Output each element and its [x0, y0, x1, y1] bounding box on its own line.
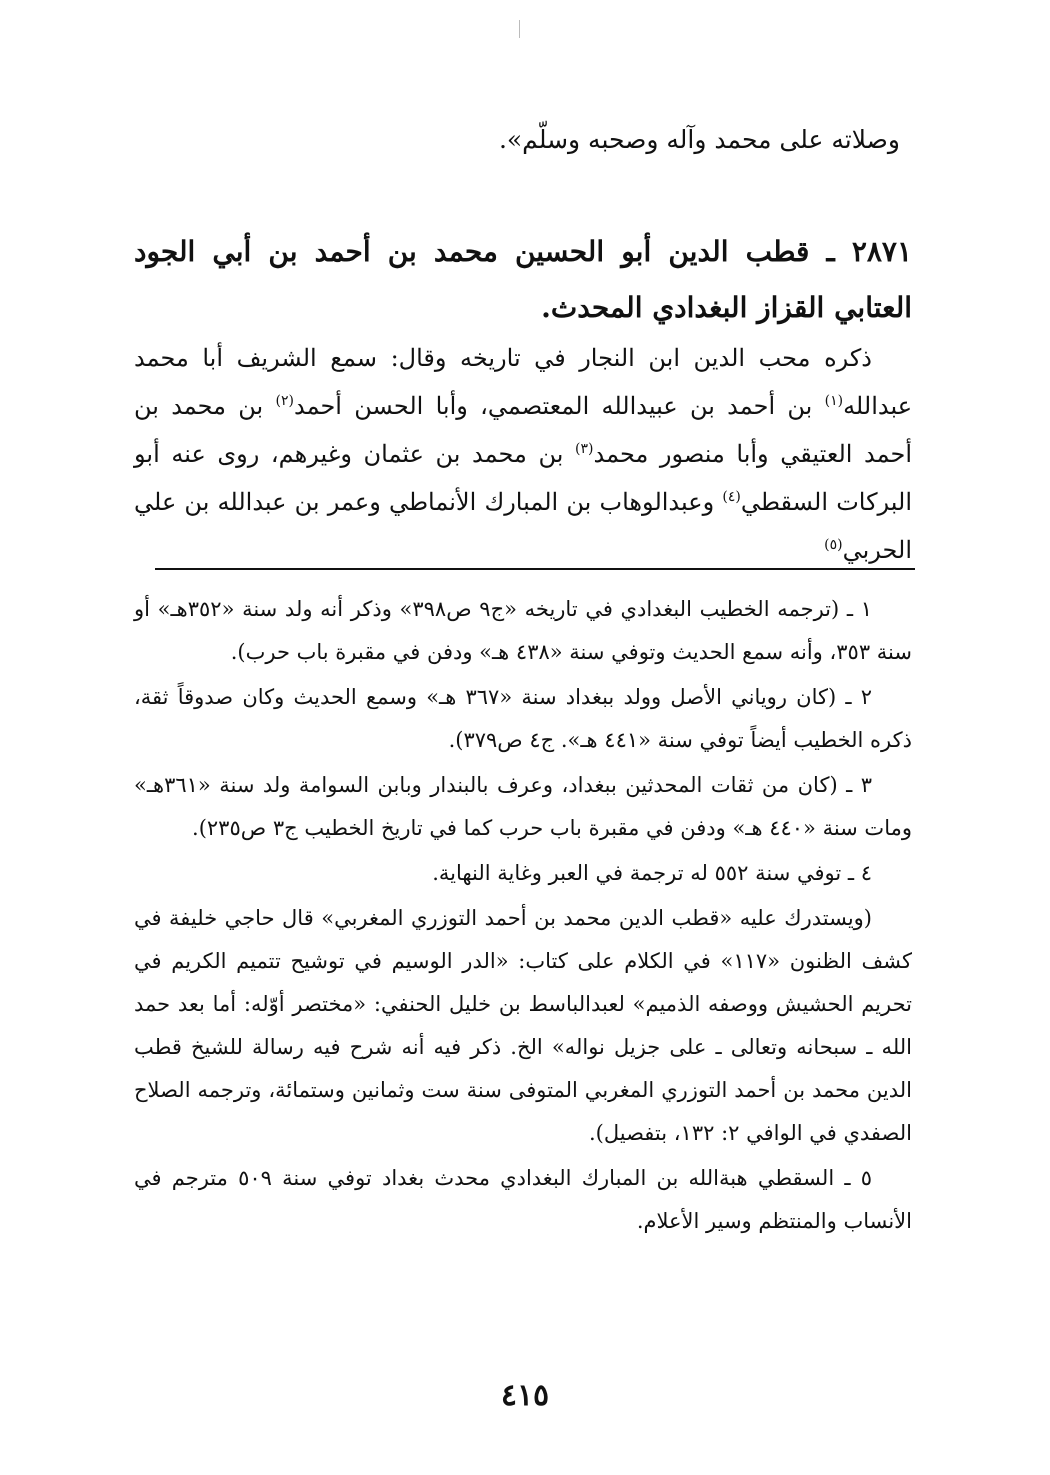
entry-text-4: بن محمد بن عثمان وغيرهم، روى عنه أبو البركات السقطي — [134, 440, 912, 516]
footnote-ref-2: (٢) — [275, 393, 294, 409]
entry-text-1: ذكره محب الدين ابن النجار في تاريخه وقال: سمع الشريف أبا محمد عبدالله — [134, 344, 913, 420]
footnote-4: ٤ ـ توفي سنة ٥٥٢ له ترجمة في العبر وغاية النهاية. — [432, 861, 872, 885]
entry-heading: ٢٨٧١ ـ قطب الدين أبو الحسين محمد بن أحمد بن أبي الجود العتابي القزاز البغدادي المحدث. — [134, 235, 912, 324]
opening-line: وصلاته على محمد وآله وصحبه وسلّم». — [498, 125, 900, 154]
footnote-3: ٣ ـ (كان من ثقات المحدثين ببغداد، وعرف بالبندار وبابن السوامة ولد سنة «٣٦١هـ» ومات سنة «٤٤٠ هـ» ودفن في مقبرة باب حرب كما في تاريخ الخطيب ج٣ ص٢٣٥). — [134, 773, 912, 840]
footnote-divider — [155, 568, 915, 570]
entry-body — [134, 334, 912, 574]
footnote-2: ٢ ـ (كان روياني الأصل وولد ببغداد سنة «٣٦٧ هـ» وسمع الحديث وكان صدوقاً ثقة، ذكره الخطيب أيضاً توفي سنة «٤٤١ هـ». ج٤ ص٣٧٩). — [134, 685, 912, 752]
footnote-5: ٥ ـ السقطي هبةالله بن المبارك البغدادي محدث بغداد توفي سنة ٥٠٩ مترجم في الأنساب والمنتظم وسير الأعلام. — [134, 1166, 912, 1233]
entry-text-2: بن أحمد بن عبيدالله المعتصمي، وأبا الحسن أحمد — [293, 392, 825, 420]
footnotes — [134, 588, 912, 1245]
footnote-ref-1: (١) — [824, 393, 844, 409]
page-number: ٤١٥ — [500, 1378, 550, 1413]
scan-mark — [519, 20, 520, 38]
footnote-ref-4: (٤) — [722, 489, 741, 505]
footnote-1: ١ ـ (ترجمه الخطيب البغدادي في تاريخه «ج٩ ص٣٩٨» وذكر أنه ولد سنة «٣٥٢هـ» أو سنة ٣٥٣، وأنه سمع الحديث وتوفي سنة «٤٣٨ هـ» ودفن في مقبرة باب حرب). — [134, 597, 912, 664]
entry-text-5: وعبدالوهاب بن المبارك الأنماطي وعمر بن عبدالله بن علي الحربي — [134, 488, 912, 564]
footnote-ref-3: (٣) — [575, 441, 594, 457]
footnote-addendum: (ويستدرك عليه «قطب الدين محمد بن أحمد التوزري المغربي» قال حاجي خليفة في كشف الظنون «١١٧» في الكلام على كتاب: «الدر الوسيم في توشيح تتميم الكريم في تحريم الحشيش ووصفه الذميم» لعبدالباسط بن خليل الحنفي: «مختصر أوّله: أما بعد حمد الله ـ سبحانه وتعالى ـ على جزيل نواله» الخ. ذكر فيه أنه شرح فيه رسالة للشيخ قطب الدين محمد بن أحمد التوزري المغربي المتوفى سنة ست وثمانين وستمائة، وترجمه الصلاح الصفدي في الوافي ٢: ١٣٢، بتفصيل). — [134, 906, 912, 1145]
footnote-ref-5: (٥) — [824, 537, 843, 553]
entry-text-3: بن محمد بن أحمد العتيقي وأبا منصور محمد — [134, 392, 913, 468]
